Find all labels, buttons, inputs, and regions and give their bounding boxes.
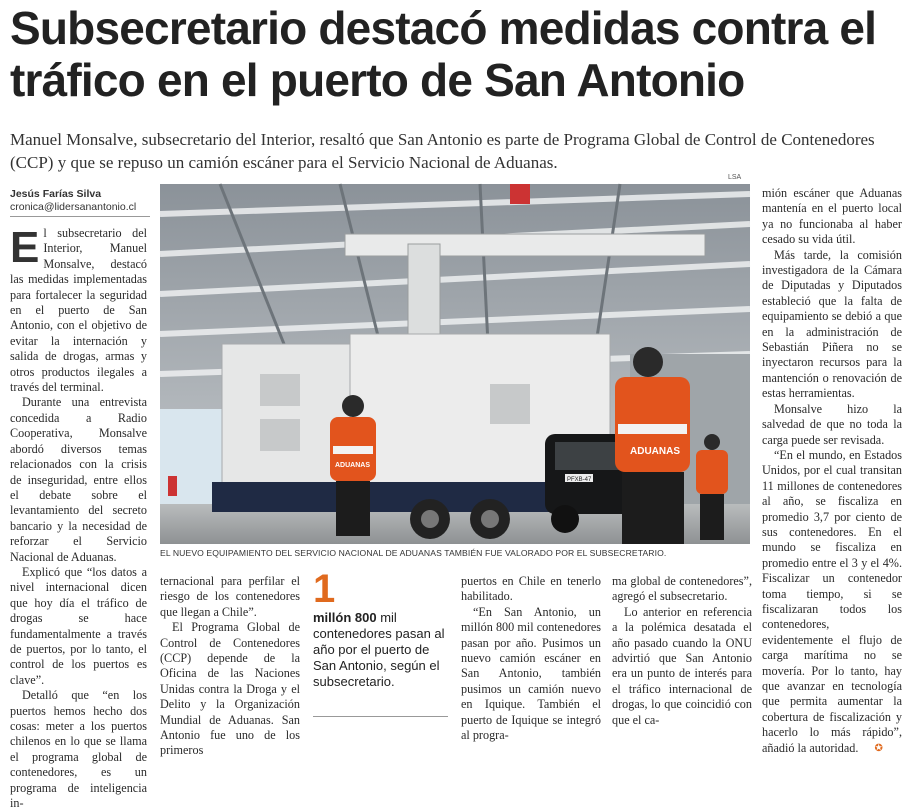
vest-label-right: ADUANAS bbox=[630, 446, 680, 457]
vest-label-left: ADUANAS bbox=[335, 462, 370, 469]
factbox-bold: millón 800 bbox=[313, 610, 377, 625]
byline-email[interactable]: cronica@lidersanantonio.cl bbox=[10, 201, 137, 213]
photo-credit: LSA bbox=[728, 174, 742, 181]
photo-illustration bbox=[160, 184, 750, 544]
factbox bbox=[313, 568, 448, 690]
lead-paragraph: Manuel Monsalve, subsecretario del Interior, resaltó que San Antonio es parte de Programa Global de Control de Contenedores (CCP) y que se repuso un camión escáner para el Servicio Nacional de Aduanas. bbox=[10, 130, 875, 172]
factbox-body: mil contenedores pasan al año por el puerto de San Antonio, según el subsecretario. bbox=[313, 610, 445, 689]
col2-paragraph-1: ternacional para perfilar el riesgo de los contenedores que llegan a Chile”. bbox=[160, 574, 300, 619]
byline bbox=[10, 188, 136, 214]
col1-paragraph-2: Durante una entrevista concedida a Radio Cooperativa, Monsalve abordó diversos temas relacionados con la crisis de inseguridad, entre ellos el debate sobre el levantamiento del secreto bancario y la necesidad de reforzar el Servicio Nacional de Aduanas. bbox=[10, 395, 147, 564]
col4-paragraph-2: Lo anterior en referencia a la polémica desatada el año pasado cuando la ONU advirtió que San Antonio era un punto de interés para el tráfico internacional de drogas, lo que coincidió con que el ca- bbox=[612, 604, 752, 727]
article-column-3 bbox=[461, 574, 601, 743]
col3-paragraph-2: “En San Antonio, un millón 800 mil contenedores pasan por año. Pusimos un nuevo camión escáner en San Antonio, también pusimos un camión nuevo en Iquique. También el puerto de Iquique se integró al progra- bbox=[461, 604, 601, 743]
col4-paragraph-1: ma global de contenedores”, agregó el subsecretario. bbox=[612, 574, 752, 604]
article-column-1 bbox=[10, 223, 147, 811]
byline-author: Jesús Farías Silva bbox=[10, 188, 102, 200]
col1-paragraph-4: Detalló que “en los puertos hemos hecho dos cosas: meter a los puertos chilenos en lo que se llama el programa global de contenedores, es un programa de inteligencia in- bbox=[10, 688, 147, 811]
license-plate: PFXB-47 bbox=[567, 477, 592, 483]
factbox-text bbox=[313, 610, 448, 690]
col1-paragraph-1: El subsecretario del Interior, Manuel Monsalve, destacó las medidas implementadas para fortalecer la seguridad en el puerto de San Antonio, con el objetivo de evitar la internación y salida de drogas, armas y otros productos ilegales a través del terminal. bbox=[10, 223, 147, 395]
drop-cap: E bbox=[10, 223, 40, 272]
article-column-5 bbox=[762, 186, 902, 755]
photo-caption: EL NUEVO EQUIPAMIENTO DEL SERVICIO NACIONAL DE ADUANAS TAMBIÉN FUE VALORADO POR EL SUBSECRETARIO. bbox=[160, 548, 667, 558]
col3-paragraph-1: puertos en Chile en tenerlo habilitado. bbox=[461, 574, 601, 604]
headline: Subsecretario destacó medidas contra el tráfico en el puerto de San Antonio bbox=[10, 2, 877, 106]
col5-paragraph-2: Más tarde, la comisión investigadora de la Cámara de Diputadas y Diputados estableció que la falta de equipamiento se debió a que en la administración de Sebastián Piñera no se inyectaron recursos para la mantención o renovación de estas herramientas. bbox=[762, 247, 902, 401]
factbox-divider bbox=[313, 716, 448, 717]
article-column-4 bbox=[612, 574, 752, 734]
col1-paragraph-3: Explicó que “los datos a nivel internacional dicen que hoy día el tráfico de drogas se hace fundamentalmente a través de puertos, por lo tanto, el control de los puertos es clave”. bbox=[10, 564, 147, 687]
article-column-2 bbox=[160, 574, 300, 758]
factbox-number: 1 bbox=[313, 567, 336, 611]
article-photo bbox=[160, 184, 750, 544]
byline-divider bbox=[10, 216, 150, 217]
end-mark-icon: ✪ bbox=[874, 742, 883, 754]
col5-paragraph-4: “En el mundo, en Estados Unidos, por el cual transitan 11 millones de contenedores al año, se fiscaliza en promedio 3,7 por ciento de sus contenedores. En el mundo se fiscaliza en promedio entre el 3 y el 4%. Fiscalizar un contenedor toma tiempo, si se fiscalizaran todos los contenedores, evidentemente el flujo de carga marítima no se movería. Por lo tanto, hay que avanzar en tecnología que permita aumentar la cobertura de fiscalización y hacerlo lo más rápido”, añadió la autoridad. ✪ bbox=[762, 447, 902, 755]
col2-paragraph-2: El Programa Global de Control de Contenedores (CCP) depende de la Oficina de las Naciones Unidas contra la Droga y el Delito y la Organización Mundial de Aduanas. San Antonio fue uno de los primeros bbox=[160, 620, 300, 758]
col5-paragraph-1: mión escáner que Aduanas mantenía en el puerto local ya no funcionaba al haber cesado su vida útil. bbox=[762, 186, 902, 247]
col5-paragraph-3: Monsalve hizo la salvedad de que no toda la carga puede ser revisada. bbox=[762, 401, 902, 447]
